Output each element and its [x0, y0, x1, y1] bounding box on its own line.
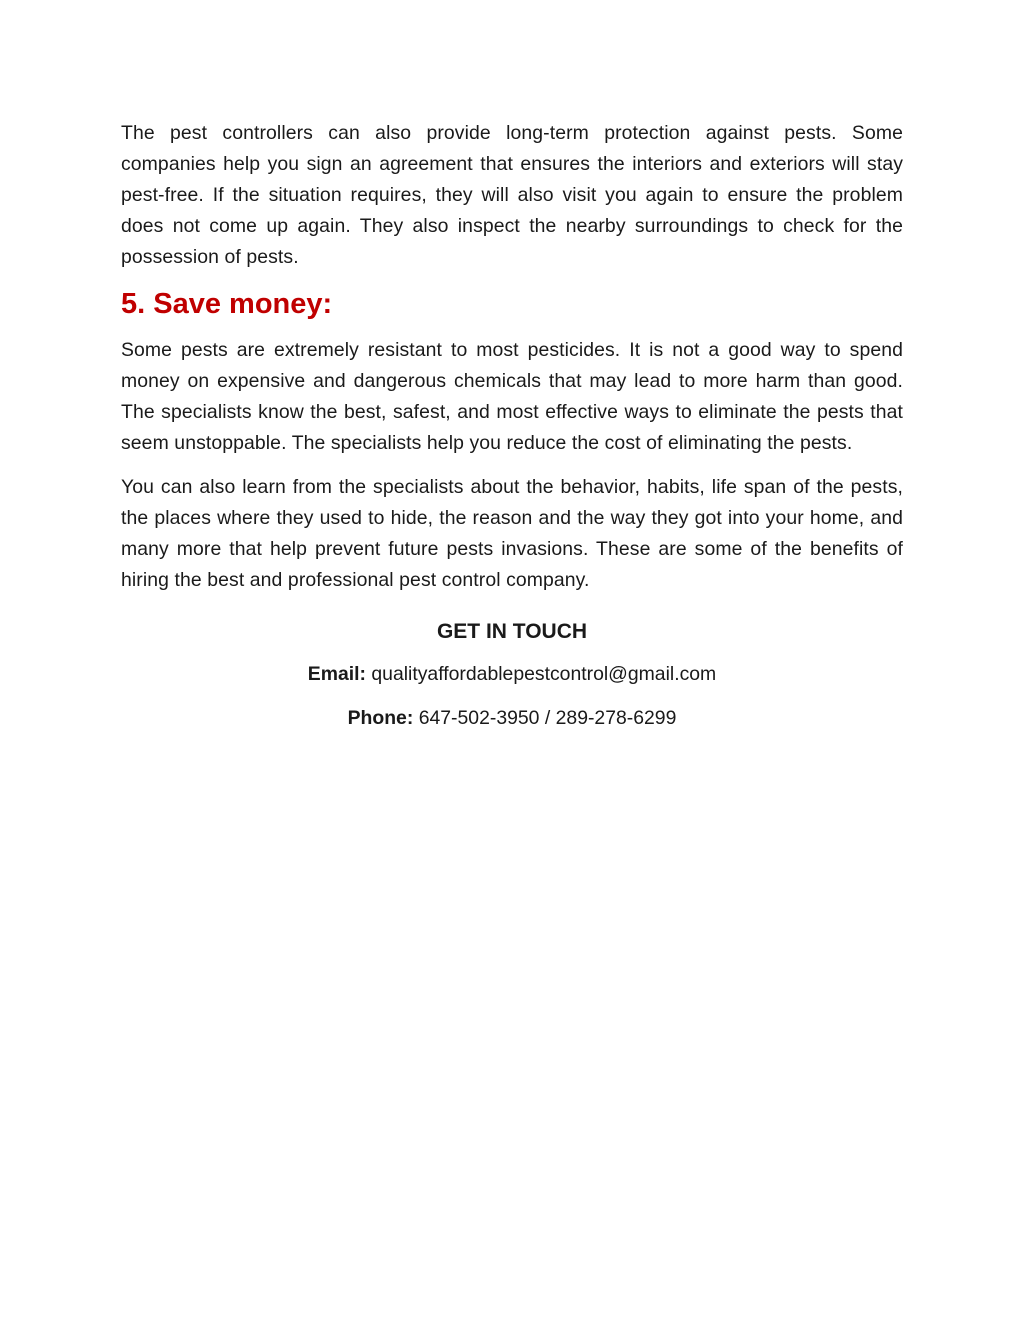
- document-page: [121, 118, 903, 734]
- section-paragraph-2: You can also learn from the specialists about the behavior, habits, life span of the pests, the places where they used to hide, the reason and the way they got into your home, and many more that help prevent future pests invasions. These are some of the benefits of hiring the best and professional pest control company.: [121, 476, 903, 591]
- contact-block: [121, 616, 903, 734]
- email-value[interactable]: qualityaffordablepestcontrol@gmail.com: [371, 663, 717, 685]
- phone-label: Phone:: [347, 707, 414, 729]
- email-label: Email:: [307, 663, 366, 685]
- section-heading: 5. Save money:: [121, 288, 333, 320]
- section-paragraph-1: Some pests are extremely resistant to most pesticides. It is not a good way to spend money on expensive and dangerous chemicals that may lead to more harm than good. The specialists know the best, safest, and most effective ways to eliminate the pests that seem unstoppable. The specialists help you reduce the cost of eliminating the pests.: [121, 339, 903, 454]
- phone-line: [121, 702, 903, 734]
- email-line: [121, 658, 903, 690]
- intro-paragraph: The pest controllers can also provide long-term protection against pests. Some companies help you sign an agreement that ensures the interiors and exteriors will stay pest-free. If the situation requires, they will also visit you again to ensure the problem does not come up again. They also inspect the nearby surroundings to check for the possession of pests.: [121, 122, 903, 268]
- phone-value[interactable]: 647-502-3950 / 289-278-6299: [418, 707, 677, 729]
- contact-title: GET IN TOUCH: [436, 620, 588, 643]
